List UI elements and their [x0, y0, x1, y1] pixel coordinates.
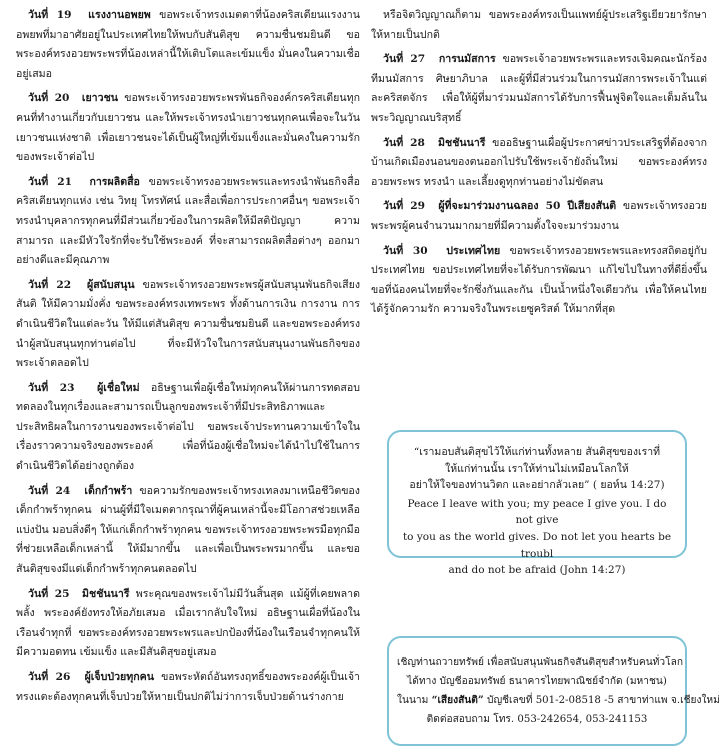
- verse-thai-line: ให้แก่ท่านนั้น เราให้ท่านไม่เหมือนโลกให้: [445, 462, 629, 475]
- entry-day: วันที่ 28: [383, 136, 425, 149]
- prayer-entry-day-20: [16, 89, 360, 167]
- prayer-entry-day-26: [16, 668, 360, 707]
- prayer-entry-day-19: [16, 6, 360, 84]
- entry-text: ขอพระเจ้าทรงเมตตาที่น้องคริสเตียนแรงงานอพยพที่มาอาศัยอยู่ในประเทศไทยให้พบกับสันติสุข ความชื่นชมยินดี ขอพระองค์ทรงอวยพระพรที่น้องเหล่านี้ให้เติบโตและเข้มแข็ง มั่นคงในความเชื่ออยู่เสมอ: [16, 9, 360, 80]
- entry-text: ขอพระเจ้าทรงอวยพระพรและทรงสถิตอยู่กับประเทศไทย ขอประเทศไทยที่จะได้รับการพัฒนา แก้ไขไปในทางที่ดียิ่งขึ้น ขอที่น้องคนไทยที่จะรักซึ่งกันและกัน เป็นน้ำหนึ่งใจเดียวกัน เพื่อให้คนไทยได้รู้จักความรัก ความจริงในพระเยซูคริสต์ ให้มากที่สุด: [371, 244, 707, 316]
- prayer-entry-day-25: [16, 585, 360, 663]
- verse-thai-line: อย่าให้ใจของท่านวิตก และอย่ากลัวเลย” ( ยอห์น 14:27): [409, 479, 665, 492]
- entry-text: ขอพระเจ้าอวยพระพรและทรงเจิมคณะนักร้อง ทีมนมัสการ ศิษยาภิบาล และผู้ที่มีส่วนร่วมในการนมัสการพระเจ้าในแต่ละคริสตจักร เพื่อให้ผู้ที่มาร่วมนมัสการได้รับการฟื้นฟูจิตใจและเต็มล้นในพระวิญญาณบริสุทธิ์: [371, 53, 707, 124]
- prayer-entry-day-21: [16, 173, 360, 271]
- entry-title: มิชชันนารี: [438, 136, 486, 149]
- entry-day: วันที่ 23: [28, 381, 75, 394]
- entry-day: วันที่ 22: [28, 278, 72, 291]
- left-column: [16, 6, 360, 712]
- entry-day: วันที่ 24: [28, 484, 71, 497]
- verse-thai-line: “เรามอบสันติสุขไว้ให้แก่ท่านทั้งหลาย สันติสุขของเราที่: [413, 446, 661, 458]
- entry-day: วันที่ 20: [28, 92, 70, 105]
- entry-title: แรงงานอพยพ: [88, 9, 151, 21]
- verse-english-line: Peace I leave with you; my peace I give you. I do not give: [407, 497, 667, 527]
- entry-day: วันที่ 19: [28, 9, 72, 21]
- entry-day: วันที่ 26: [28, 671, 71, 683]
- entry-title: การนมัสการ: [438, 53, 496, 66]
- entry-text: ขอพระเจ้าทรงอวยพระพรผู้สนับสนุนพันธกิจเสียงสันติ ให้มีความมั่งคั่ง ขอพระองค์ทรงเทพระพร ทั้งด้านการเงิน การงาน การดำเนินชีวิตในแต่ละวัน ให้มีแต่สันติสุข ความชื่นชมยินดี และขอพระองค์ทรงนำผู้สนับสนุนทุกท่านต่อไป ที่จะมีหัวใจในการสนับสนุนงานพันธกิจของพระเจ้าตลอดไป: [16, 278, 361, 370]
- entry-day: วันที่ 29: [383, 200, 425, 213]
- entry-day: วันที่ 30: [383, 244, 428, 257]
- entry-title: เด็กกำพร้า: [84, 484, 133, 497]
- donation-account: [397, 691, 720, 710]
- entry-title: ประเทศไทย: [446, 244, 501, 257]
- prayer-entry-day-24: [16, 482, 360, 580]
- account-prefix: ในนาม: [397, 695, 432, 706]
- prayer-entry-day-26-continued: [371, 6, 707, 45]
- entry-text: อธิษฐานเพื่อผู้เชื่อใหม่ทุกคนให้ผ่านการทดสอบทดลองในทุกเรื่องและสามารถเป็นลูกของพระเจ้าที่มีประสิทธิภาพและประสิทธิผลในการงานของพระเจ้าต่อไป ขอพระเจ้าประทานความเข้าใจในเรื่องราวความจริงของพระองค์ เพื่อที่น้องผู้เชื่อใหม่จะได้นำไปใช้ในการดำเนินชีวิตได้อย่างถูกต้อง: [16, 381, 360, 473]
- prayer-entry-day-28: [371, 134, 707, 193]
- entry-title: การผลิตสื่อ: [89, 175, 140, 188]
- entry-text: หรือจิตวิญญาณก็ตาม ขอพระองค์ทรงเป็นแพทย์ผู้ประเสริฐเยียวยารักษาให้หายเป็นปกติ: [371, 9, 707, 41]
- account-number: บัญชีเลขที่ 501-2-08518 -5 สาขาท่าแพ จ.เชียงใหม่: [483, 695, 720, 706]
- entry-text: พระคุณของพระเจ้าไม่มีวันสิ้นสุด แม้ผู้ที่เคยพลาดพลั้ง พระองค์ยังทรงให้อภัยเสมอ เมื่อเรากลับใจใหม่ อธิษฐานเผื่อที่น้องในเรือนจำทุกที่ ขอพระองค์ทรงอวยพระพรและปกป้องที่น้องในเรือนจำทุกคนให้มีความอดทน เข้มแข็ง และมีสันติสุขอยู่เสมอ: [16, 587, 360, 659]
- entry-title: มิชชันนารี: [82, 587, 130, 600]
- entry-text: ขอพระหัตถ์อันทรงฤทธิ์ของพระองค์ผู้เป็นเจ้าทรงแตะต้องทุกคนที่เจ็บป่วยให้หายเป็นปกติไม่ว่าการเจ็บป่วยด้านร่างกาย: [16, 671, 360, 703]
- verse-english-line: and do not be afraid (John 14:27): [448, 564, 626, 577]
- right-column: [371, 6, 707, 325]
- prayer-entry-day-27: [371, 50, 707, 128]
- prayer-entry-day-23: [16, 379, 360, 477]
- entry-title: ผู้สนับสนุน: [86, 278, 135, 291]
- bible-verse-box: [387, 430, 687, 577]
- entry-day: วันที่ 27: [383, 53, 426, 66]
- donation-contact: ติดต่อสอบถาม โทร. 053-242654, 053-241153: [426, 714, 648, 725]
- entry-text: ขอพระเจ้าทรงอวยพระพรผู้คนจำนวนมากมายที่มีความตั้งใจจะมาร่วมงาน: [371, 200, 707, 232]
- account-name: “เสียงสันติ”: [431, 694, 484, 706]
- entry-title: ผู้เชื่อใหม่: [97, 381, 140, 394]
- entry-title: เยาวชน: [81, 92, 119, 105]
- prayer-entry-day-22: [16, 276, 360, 374]
- prayer-entry-day-29: [371, 197, 707, 236]
- donation-info-box: [387, 636, 720, 746]
- donation-bank: ได้ทาง บัญชีออมทรัพย์ ธนาคารไทยพาณิชย์จำกัด (มหาชน): [407, 676, 667, 687]
- entry-text: ขอพระเจ้าทรงอวยพระพรพันธกิจองค์กรคริสเตียนทุกคนที่ทำงานเกี่ยวกับเยาวชน และให้พระเจ้าทรงนำเยาวชนทุกคนเพื่อจะในวันเยาวชนแห่งชาติ เพื่อเยาวชนจะได้เป็นผู้ใหญ่ที่เข้มแข็งและมั่นคงในความรักของพระเจ้าต่อไป: [16, 92, 360, 164]
- entry-title: ผู้เจ็บป่วยทุกคน: [84, 671, 154, 683]
- entry-title: ผู้ที่จะมาร่วมงานฉลอง 50 ปีเสียงสันติ: [438, 200, 617, 213]
- entry-day: วันที่ 21: [28, 175, 72, 188]
- entry-text: ขอความรักของพระเจ้าทรงเทลงมาเหนือชีวิตของเด็กกำพร้าทุกคน ผ่านผู้ที่มีใจเมตตากรุณาที่ผู้คนเหล่านี้จะมีโอกาสช่วยเหลือ แบ่งปัน มอบสิ่งดีๆ ให้แก่เด็กกำพร้าทุกคน ขอพระเจ้าทรงอวยพระพรมือทุกมือที่ช่วยเหลือเด็กเหล่านี้ ให้มีมากขึ้น และเพื่อเป็นพระพรมากขึ้น และขอสันติสุขจงมีแด่เด็กกำพร้าทุกคนตลอดไป: [16, 484, 360, 576]
- prayer-entry-day-30: [371, 242, 707, 320]
- verse-english-line: to you as the world gives. Do not let you hearts be troubl: [402, 530, 672, 560]
- entry-text: ขออธิษฐานเผื่อผู้ประกาศข่าวประเสริฐที่ต้องจากบ้านเกิดเมืองนอนของตนออกไปรับใช้พระเจ้ายังถิ่นใหม่ ขอพระองค์ทรงอวยพระพร ทรงนำ และเลี้ยงดูทุกท่านอย่างไม่ขัดสน: [371, 136, 707, 188]
- entry-text: ขอพระเจ้าทรงอวยพระพรและทรงนำพันธกิจสื่อคริสเตียนทุกแห่ง เช่น วิทยุ โทรทัศน์ และสื่อเพื่อการประกาศอื่นๆ ขอพระเจ้าทรงนำบุคลากรทุกคนที่มีส่วนเกี่ยวข้องในการผลิตให้มีสติปัญญา ความสามารถ และมีหัวใจรักที่จะรับใช้พระองค์ ที่จะสามารถผลิตสื่อต่างๆ ออกมาอย่างดีและมีคุณภาพ: [16, 175, 360, 267]
- donation-invite: เชิญท่านถวายทรัพย์ เพื่อสนับสนุนพันธกิจสันติสุขสำหรับคนทั่วโลก: [397, 657, 683, 668]
- entry-day: วันที่ 25: [28, 587, 70, 600]
